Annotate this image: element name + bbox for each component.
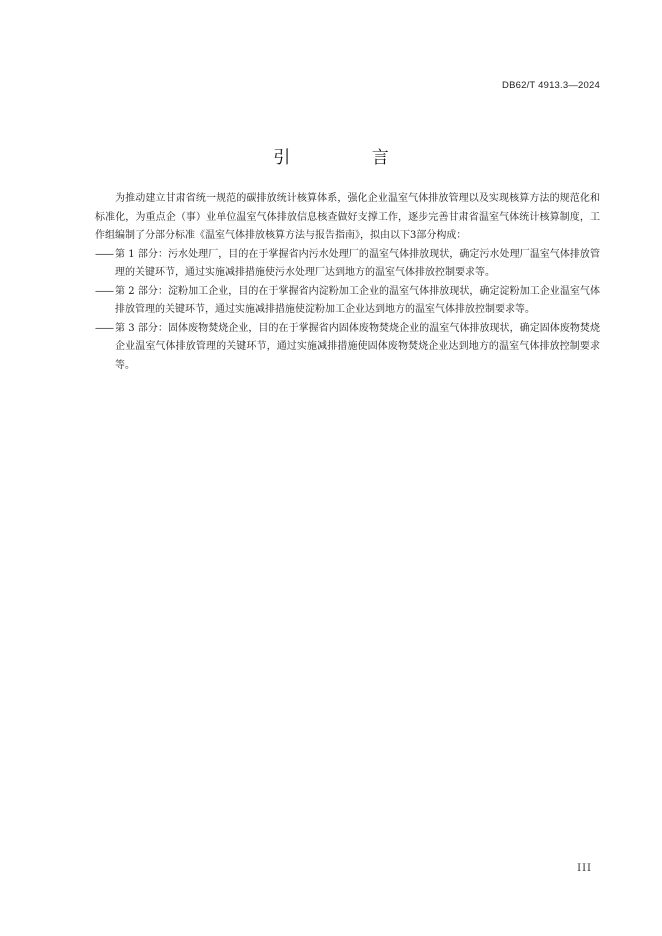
list-dash: ——: [95, 285, 113, 297]
list-item-text: 第 2 部分：淀粉加工企业，目的在于掌握省内淀粉加工企业的温室气体排放现状，确定淀粉加工企业温室气体排放管理的关键环节，通过实施减排措施使淀粉加工企业达到地方的温室气体排放控制要求等。: [115, 285, 600, 315]
page-number: III: [577, 863, 592, 874]
list-dash: ——: [95, 322, 113, 334]
list-item: [95, 246, 600, 283]
intro-paragraph: 为推动建立甘肃省统一规范的碳排放统计核算体系，强化企业温室气体排放管理以及实现核算方法的规范化和标准化，为重点企（事）业单位温室气体排放信息核查做好支撑工作，逐步完善甘肃省温室气体统计核算制度，工作组编制了分部分标准《温室气体排放核算方法与报告指南》，拟由以下3部分构成：: [95, 193, 600, 241]
document-code: DB62/T 4913.3—2024: [502, 80, 600, 91]
list-dash: ——: [95, 248, 113, 260]
list-item: [95, 320, 600, 376]
document-body: [95, 190, 600, 375]
list-item-text: 第 1 部分：污水处理厂，目的在于掌握省内污水处理厂的温室气体排放现状，确定污水处理厂温室气体排放管理的关键环节，通过实施减排措施使污水处理厂达到地方的温室气体排放控制要求等。: [115, 248, 600, 278]
list-item: [95, 283, 600, 320]
part-list: [95, 246, 600, 376]
list-item-text: 第 3 部分：固体废物焚烧企业，目的在于掌握省内固体废物焚烧企业的温室气体排放现状，确定固体废物焚烧企业温室气体排放管理的关键环节，通过实施减排措施使固体废物焚烧企业达到地方的温室气体排放控制要求等。: [115, 322, 600, 371]
page-title: 引 言: [273, 148, 427, 168]
